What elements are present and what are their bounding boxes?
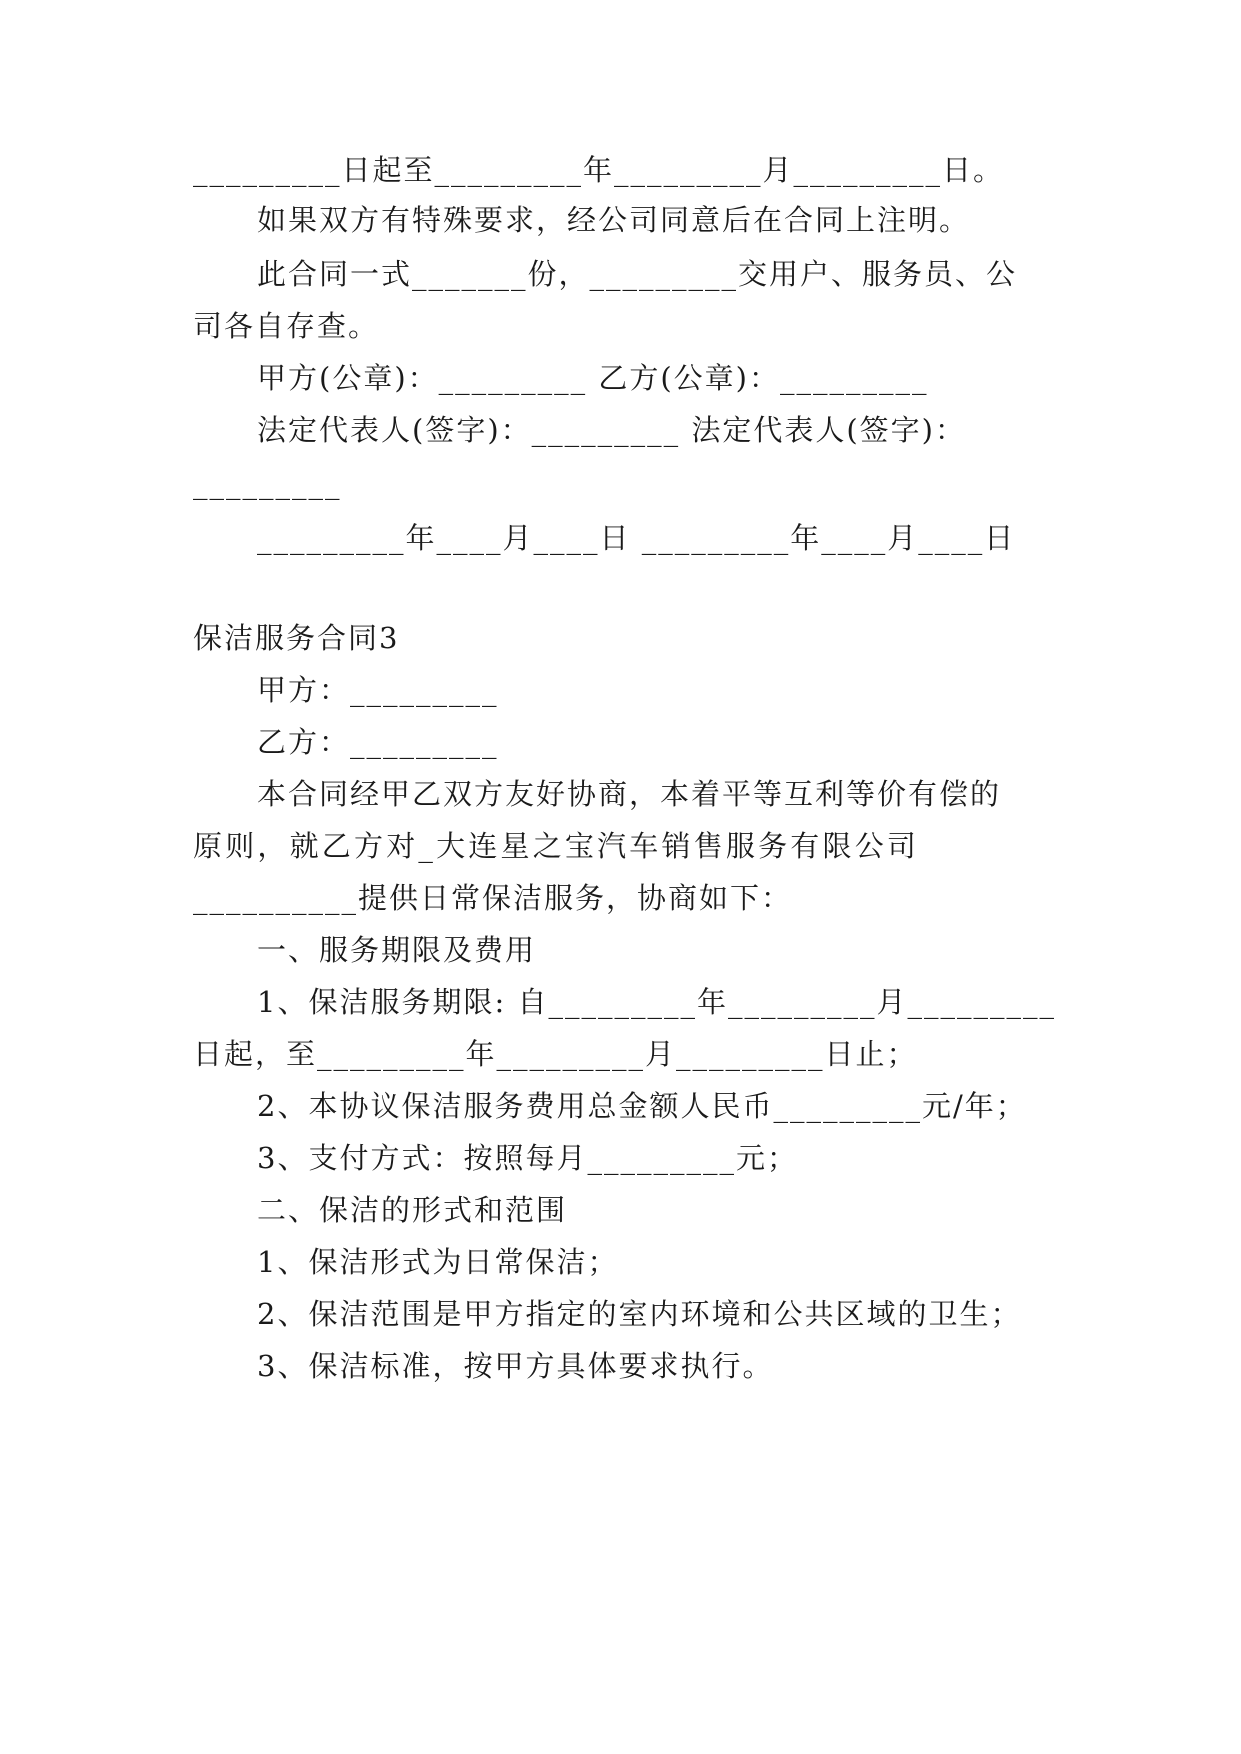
section-title: 保洁服务合同3 [193,621,400,655]
clause-heading: 二、保洁的形式和范围 [257,1193,568,1227]
text-line: 本合同经甲乙双方友好协商，本着平等互利等价有偿的 [257,777,1002,811]
text-line: 2、本协议保洁服务费用总金额人民币_________元/年； [257,1089,1027,1123]
text-line: __________提供日常保洁服务，协商如下： [193,881,793,915]
text-line: 如果双方有特殊要求，经公司同意后在合同上注明。 [257,203,971,237]
signature-line-party: 甲方(公章)：_________ 乙方(公章)：_________ [257,361,929,395]
party-a-line: 甲方：_________ [257,673,499,707]
text-line: _________ [193,466,342,500]
text-line: 原则，就乙方对_大连星之宝汽车销售服务有限公司 [193,829,920,863]
text-line: _________日起至_________年_________月_________日。 [193,153,1005,187]
text-line: 日起，至_________年_________月_________日止； [193,1037,918,1071]
text-line: 1、保洁形式为日常保洁； [257,1245,619,1279]
clause-heading: 一、服务期限及费用 [257,933,537,967]
text-line: 3、保洁标准，按甲方具体要求执行。 [257,1349,774,1383]
signature-line-representative: 法定代表人(签字)：_________ 法定代表人(签字)： [257,413,966,447]
text-line: 此合同一式_______份，_________交用户、服务员、公 [257,257,1018,291]
text-line: 1、保洁服务期限: 自_________年_________月_________ [257,985,1056,1019]
party-b-line: 乙方：_________ [257,725,499,759]
text-line: 司各自存查。 [193,309,380,343]
text-line: 2、保洁范围是甲方指定的室内环境和公共区域的卫生； [257,1297,1022,1331]
date-line: _________年____月____日 _________年____月____日 [257,521,1016,555]
text-line: 3、支付方式：按照每月_________元； [257,1141,798,1175]
